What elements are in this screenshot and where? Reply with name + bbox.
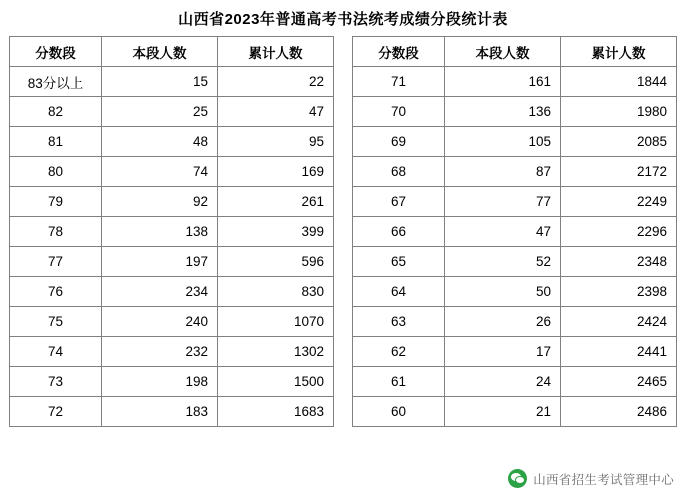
- cell-score-segment: 64: [353, 277, 445, 307]
- table-row: [353, 97, 677, 127]
- cell-score-segment: 71: [353, 67, 445, 97]
- cell-segment-count: 234: [102, 277, 218, 307]
- cell-cumulative-count: 2172: [561, 157, 677, 187]
- table-row: [10, 247, 334, 277]
- cell-score-segment: 60: [353, 397, 445, 427]
- cell-cumulative-count: 399: [218, 217, 334, 247]
- cell-score-segment: 75: [10, 307, 102, 337]
- header-segment-count: 本段人数: [102, 37, 218, 67]
- cell-segment-count: 92: [102, 187, 218, 217]
- table-row: [353, 187, 677, 217]
- table-row: [10, 277, 334, 307]
- cell-segment-count: 240: [102, 307, 218, 337]
- table-header-row: [10, 37, 334, 67]
- cell-score-segment: 82: [10, 97, 102, 127]
- cell-score-segment: 73: [10, 367, 102, 397]
- table-row: [353, 277, 677, 307]
- header-score-segment: 分数段: [353, 37, 445, 67]
- cell-segment-count: 21: [445, 397, 561, 427]
- cell-score-segment: 72: [10, 397, 102, 427]
- table-row: [10, 67, 334, 97]
- cell-segment-count: 77: [445, 187, 561, 217]
- cell-cumulative-count: 1070: [218, 307, 334, 337]
- cell-segment-count: 26: [445, 307, 561, 337]
- cell-score-segment: 67: [353, 187, 445, 217]
- table-row: [10, 187, 334, 217]
- cell-score-segment: 83分以上: [10, 67, 102, 97]
- cell-cumulative-count: 2348: [561, 247, 677, 277]
- cell-score-segment: 70: [353, 97, 445, 127]
- source-label: 山西省招生考试管理中心: [533, 472, 674, 487]
- cell-cumulative-count: 47: [218, 97, 334, 127]
- table-row: [10, 307, 334, 337]
- cell-segment-count: 52: [445, 247, 561, 277]
- header-cumulative-count: 累计人数: [218, 37, 334, 67]
- cell-cumulative-count: 2486: [561, 397, 677, 427]
- cell-cumulative-count: 2465: [561, 367, 677, 397]
- table-row: [10, 337, 334, 367]
- cell-score-segment: 65: [353, 247, 445, 277]
- cell-segment-count: 48: [102, 127, 218, 157]
- table-row: [353, 127, 677, 157]
- cell-cumulative-count: 169: [218, 157, 334, 187]
- cell-cumulative-count: 1683: [218, 397, 334, 427]
- cell-segment-count: 232: [102, 337, 218, 367]
- cell-segment-count: 50: [445, 277, 561, 307]
- table-row: [353, 217, 677, 247]
- cell-segment-count: 105: [445, 127, 561, 157]
- table-row: [353, 67, 677, 97]
- header-cumulative-count: 累计人数: [561, 37, 677, 67]
- cell-cumulative-count: 2249: [561, 187, 677, 217]
- cell-score-segment: 78: [10, 217, 102, 247]
- cell-score-segment: 74: [10, 337, 102, 367]
- cell-score-segment: 61: [353, 367, 445, 397]
- table-row: [353, 307, 677, 337]
- cell-cumulative-count: 596: [218, 247, 334, 277]
- cell-cumulative-count: 830: [218, 277, 334, 307]
- table-row: [353, 157, 677, 187]
- cell-score-segment: 80: [10, 157, 102, 187]
- header-segment-count: 本段人数: [445, 37, 561, 67]
- cell-score-segment: 68: [353, 157, 445, 187]
- table-row: [353, 397, 677, 427]
- table-row: [353, 247, 677, 277]
- cell-score-segment: 62: [353, 337, 445, 367]
- cell-score-segment: 66: [353, 217, 445, 247]
- source-watermark: [508, 469, 674, 488]
- page-title: 山西省2023年普通高考书法统考成绩分段统计表: [178, 11, 508, 28]
- cell-cumulative-count: 1980: [561, 97, 677, 127]
- cell-segment-count: 24: [445, 367, 561, 397]
- cell-cumulative-count: 2296: [561, 217, 677, 247]
- cell-segment-count: 138: [102, 217, 218, 247]
- table-row: [10, 217, 334, 247]
- cell-segment-count: 17: [445, 337, 561, 367]
- table-row: [353, 367, 677, 397]
- cell-cumulative-count: 1302: [218, 337, 334, 367]
- cell-segment-count: 136: [445, 97, 561, 127]
- cell-cumulative-count: 1500: [218, 367, 334, 397]
- table-row: [10, 157, 334, 187]
- cell-segment-count: 197: [102, 247, 218, 277]
- cell-cumulative-count: 2424: [561, 307, 677, 337]
- cell-cumulative-count: 95: [218, 127, 334, 157]
- table-row: [353, 337, 677, 367]
- cell-segment-count: 25: [102, 97, 218, 127]
- cell-segment-count: 47: [445, 217, 561, 247]
- cell-score-segment: 76: [10, 277, 102, 307]
- cell-segment-count: 87: [445, 157, 561, 187]
- score-table-left: [9, 36, 334, 427]
- cell-cumulative-count: 2441: [561, 337, 677, 367]
- cell-segment-count: 74: [102, 157, 218, 187]
- cell-score-segment: 77: [10, 247, 102, 277]
- cell-score-segment: 69: [353, 127, 445, 157]
- table-row: [10, 97, 334, 127]
- cell-score-segment: 81: [10, 127, 102, 157]
- score-table-right: [352, 36, 677, 427]
- cell-cumulative-count: 1844: [561, 67, 677, 97]
- table-header-row: [353, 37, 677, 67]
- table-row: [10, 367, 334, 397]
- cell-cumulative-count: 22: [218, 67, 334, 97]
- cell-segment-count: 183: [102, 397, 218, 427]
- cell-segment-count: 15: [102, 67, 218, 97]
- tables-container: [0, 36, 686, 427]
- cell-segment-count: 161: [445, 67, 561, 97]
- cell-cumulative-count: 2398: [561, 277, 677, 307]
- cell-score-segment: 63: [353, 307, 445, 337]
- cell-segment-count: 198: [102, 367, 218, 397]
- header-score-segment: 分数段: [10, 37, 102, 67]
- cell-cumulative-count: 2085: [561, 127, 677, 157]
- cell-cumulative-count: 261: [218, 187, 334, 217]
- table-row: [10, 397, 334, 427]
- table-row: [10, 127, 334, 157]
- wechat-icon: [508, 469, 527, 488]
- cell-score-segment: 79: [10, 187, 102, 217]
